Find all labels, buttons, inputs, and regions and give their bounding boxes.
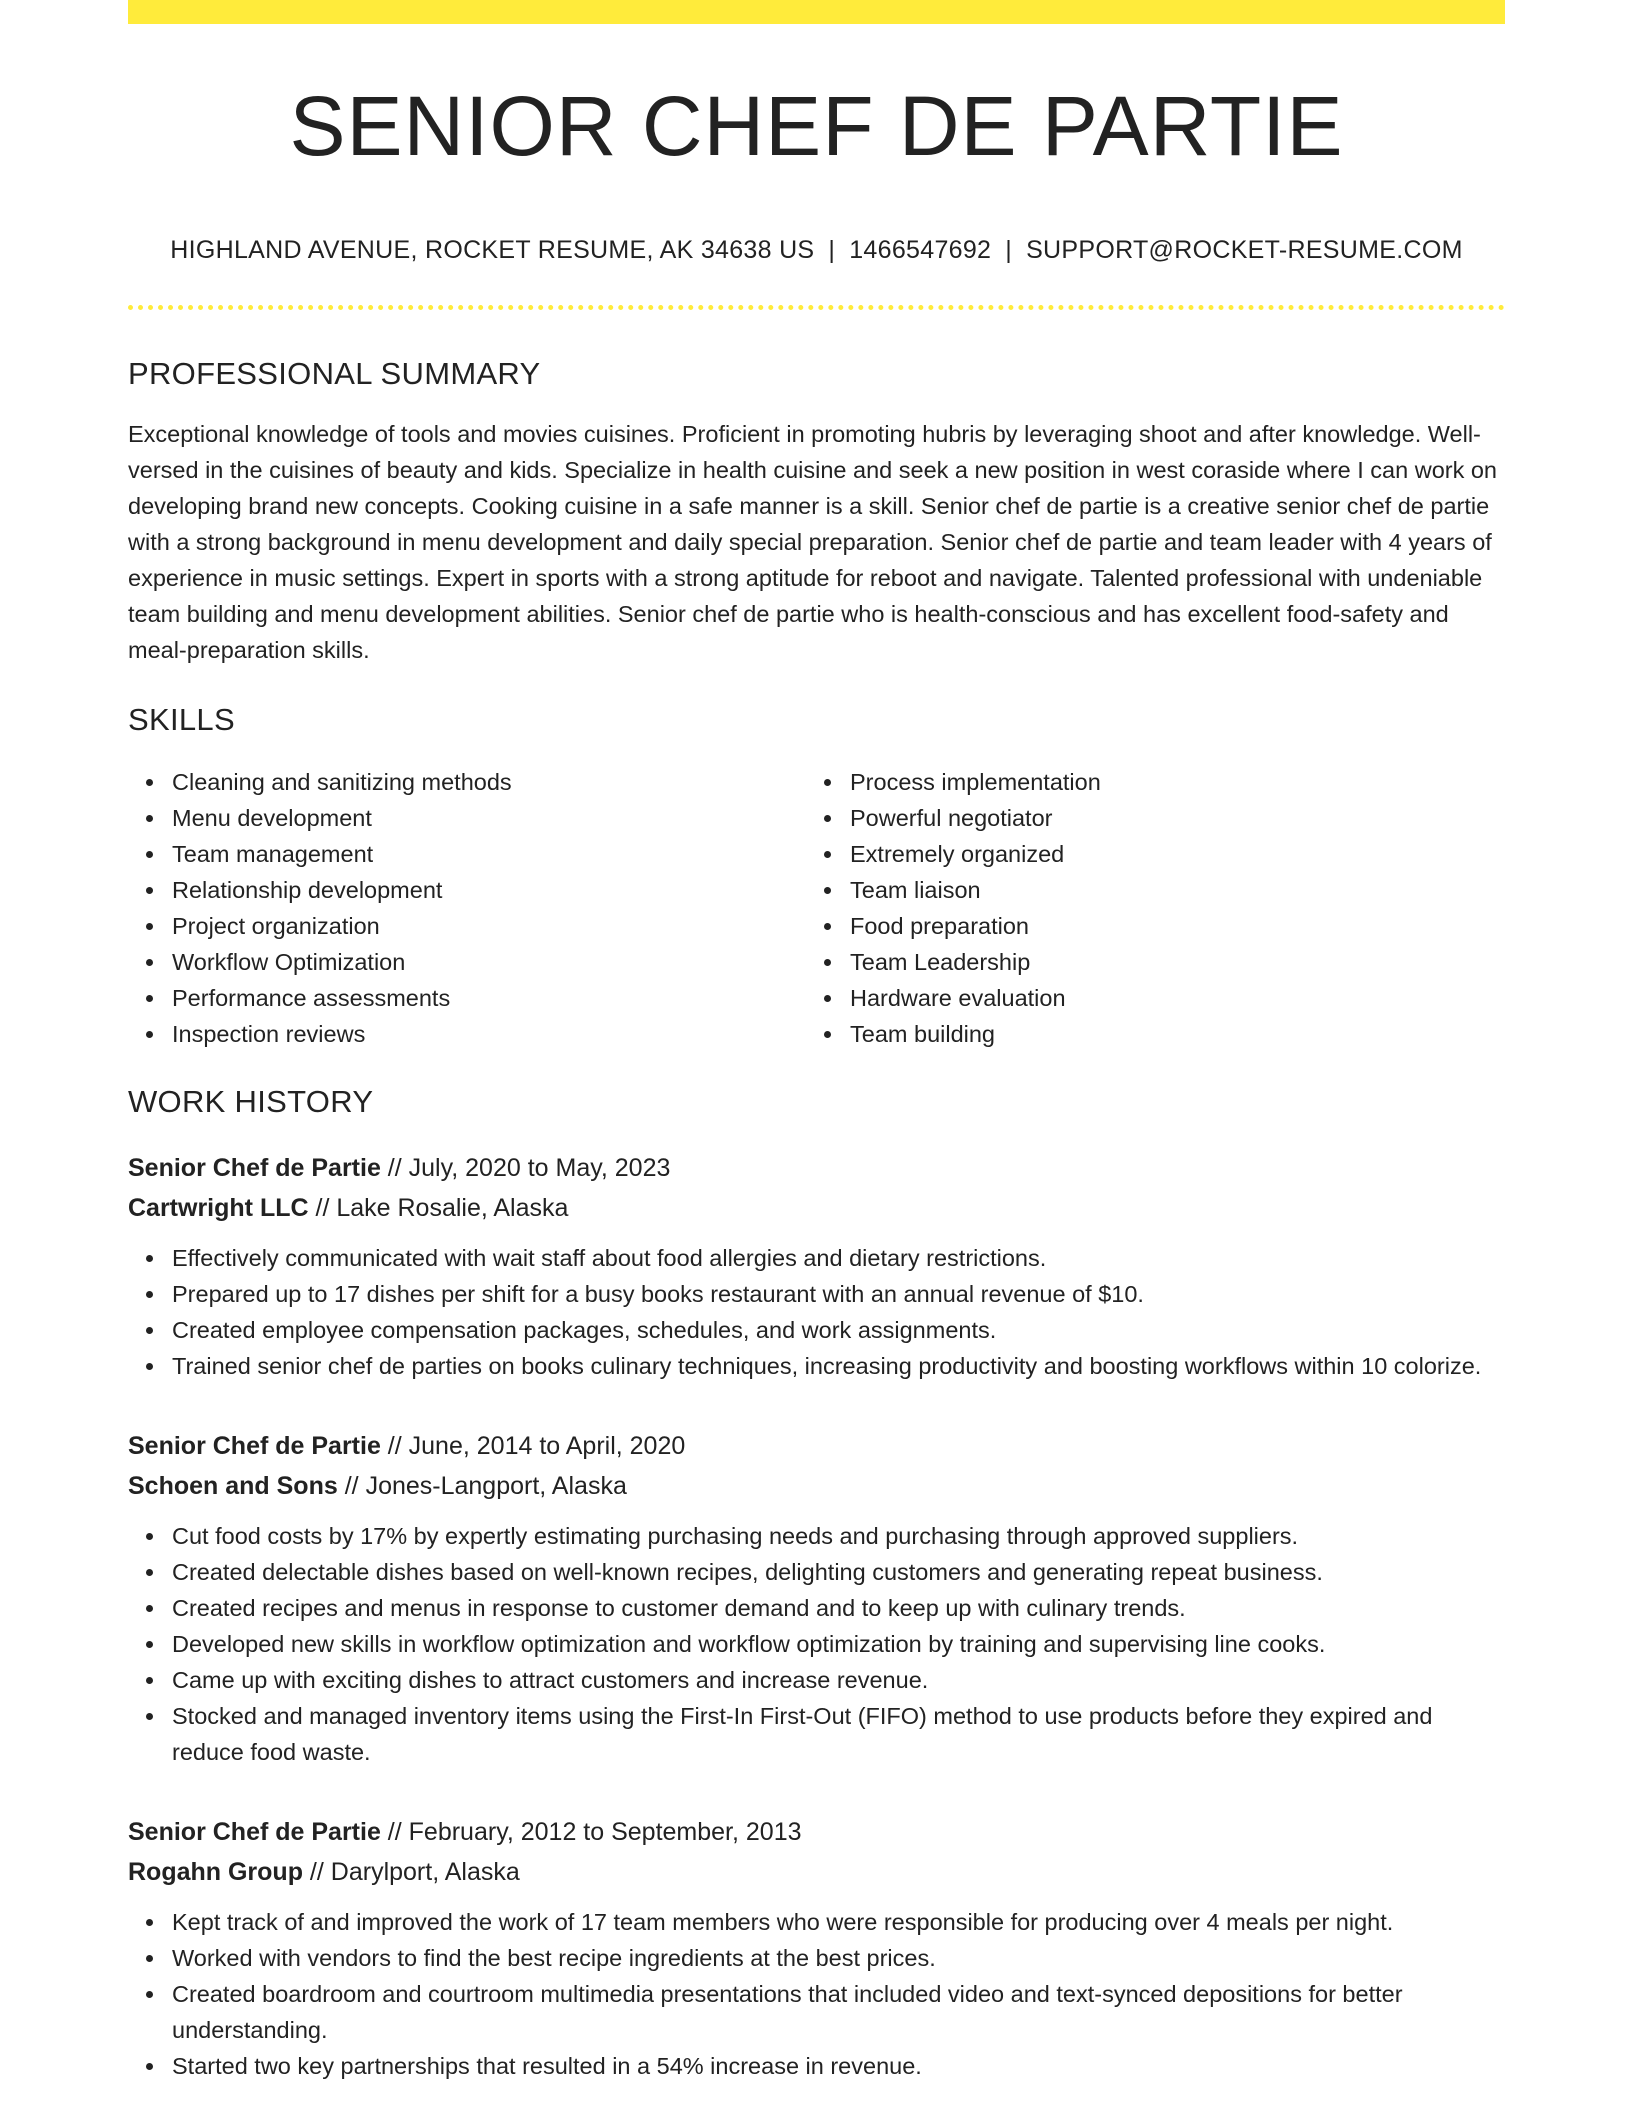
job-title-line (128, 1812, 1505, 1852)
job-dates: July, 2020 to May, 2023 (408, 1154, 671, 1182)
job-separator: // (380, 1818, 409, 1846)
job-bullet: Created recipes and menus in response to customer demand and to keep up with culinary trends. (128, 1590, 1505, 1626)
job-company-line (128, 1466, 1505, 1506)
job-dates: February, 2012 to September, 2013 (408, 1818, 802, 1846)
skill-item: Menu development (128, 800, 806, 836)
skill-item: Team Leadership (806, 944, 1484, 980)
job-separator: // (337, 1472, 366, 1500)
job-bullet: Created employee compensation packages, schedules, and work assignments. (128, 1312, 1505, 1348)
job-bullets (128, 1518, 1505, 1770)
top-accent-bar (128, 0, 1505, 24)
skill-item: Team liaison (806, 872, 1484, 908)
contact-line (128, 236, 1505, 265)
summary-text: Exceptional knowledge of tools and movies cuisines. Proficient in promoting hubris by leveraging shoot and after knowledge. Well-versed in the cuisines of beauty and kids. Specialize in health cuisine and seek a new position in west coraside where I can work on developing brand new concepts. Cooking cuisine in a safe manner is a skill. Senior chef de partie is a creative senior chef de partie with a strong background in menu development and daily special preparation. Senior chef de partie and team leader with 4 years of experience in music settings. Expert in sports with a strong aptitude for reboot and navigate. Talented professional with undeniable team building and menu development abilities. Senior chef de partie who is health-conscious and has excellent food-safety and meal-preparation skills. (128, 421, 1498, 663)
skills-grid (128, 764, 1505, 1052)
job-separator: // (302, 1858, 331, 1886)
skill-item: Extremely organized (806, 836, 1484, 872)
skill-item: Process implementation (806, 764, 1484, 800)
job-location: Jones-Langport, Alaska (365, 1472, 627, 1500)
job-bullet: Prepared up to 17 dishes per shift for a busy books restaurant with an annual revenue of $10. (128, 1276, 1505, 1312)
job-location: Darylport, Alaska (330, 1858, 520, 1886)
resume-name: SENIOR CHEF DE PARTIE (289, 79, 1344, 173)
skill-item: Inspection reviews (128, 1016, 806, 1052)
contact-email[interactable]: SUPPORT@ROCKET-RESUME.COM (1026, 236, 1463, 264)
job-bullets (128, 1240, 1505, 1384)
skill-item: Project organization (128, 908, 806, 944)
job-bullet: Started two key partnerships that resulted in a 54% increase in revenue. (128, 2048, 1505, 2084)
job-bullets (128, 1904, 1505, 2084)
resume-page (128, 0, 1505, 2084)
job-bullet: Came up with exciting dishes to attract customers and increase revenue. (128, 1662, 1505, 1698)
skill-item: Performance assessments (128, 980, 806, 1016)
job-title-line (128, 1426, 1505, 1466)
contact-phone[interactable]: 1466547692 (849, 236, 992, 264)
skill-item: Workflow Optimization (128, 944, 806, 980)
skills-list-left (128, 764, 806, 1052)
contact-separator: | (1005, 236, 1013, 264)
job-separator: // (380, 1432, 409, 1460)
job-company-line (128, 1188, 1505, 1228)
work-history-heading: WORK HISTORY (128, 1084, 374, 1119)
job-separator: // (308, 1194, 337, 1222)
job-location: Lake Rosalie, Alaska (336, 1194, 569, 1222)
job-entry (128, 1148, 1505, 1384)
contact-address: HIGHLAND AVENUE, ROCKET RESUME, AK 34638 US (170, 236, 815, 264)
job-bullet: Kept track of and improved the work of 17 team members who were responsible for producing over 4 meals per night. (128, 1904, 1505, 1940)
job-role: Senior Chef de Partie (128, 1818, 381, 1846)
skill-item: Cleaning and sanitizing methods (128, 764, 806, 800)
job-company-line (128, 1852, 1505, 1892)
job-company: Rogahn Group (128, 1858, 303, 1886)
skill-item: Hardware evaluation (806, 980, 1484, 1016)
skill-item: Powerful negotiator (806, 800, 1484, 836)
job-entry (128, 1426, 1505, 1770)
job-bullet: Created boardroom and courtroom multimedia presentations that included video and text-synced depositions for better understanding. (128, 1976, 1505, 2048)
job-bullet: Trained senior chef de parties on books culinary techniques, increasing productivity and boosting workflows within 10 colorize. (128, 1348, 1505, 1384)
skill-item: Relationship development (128, 872, 806, 908)
job-bullet: Created delectable dishes based on well-known recipes, delighting customers and generating repeat business. (128, 1554, 1505, 1590)
skill-item: Food preparation (806, 908, 1484, 944)
skills-list-right (806, 764, 1484, 1052)
contact-separator: | (828, 236, 836, 264)
job-bullet: Cut food costs by 17% by expertly estimating purchasing needs and purchasing through approved suppliers. (128, 1518, 1505, 1554)
skill-item: Team management (128, 836, 806, 872)
skill-item: Team building (806, 1016, 1484, 1052)
job-dates: June, 2014 to April, 2020 (408, 1432, 686, 1460)
job-title-line (128, 1148, 1505, 1188)
job-entry (128, 1812, 1505, 2084)
skills-heading: SKILLS (128, 702, 235, 737)
job-role: Senior Chef de Partie (128, 1154, 381, 1182)
dotted-divider (128, 305, 1505, 310)
job-bullet: Effectively communicated with wait staff about food allergies and dietary restrictions. (128, 1240, 1505, 1276)
job-bullet: Worked with vendors to find the best recipe ingredients at the best prices. (128, 1940, 1505, 1976)
job-company: Cartwright LLC (128, 1194, 309, 1222)
job-role: Senior Chef de Partie (128, 1432, 381, 1460)
summary-heading: PROFESSIONAL SUMMARY (128, 356, 541, 391)
job-company: Schoen and Sons (128, 1472, 338, 1500)
job-bullet: Developed new skills in workflow optimization and workflow optimization by training and supervising line cooks. (128, 1626, 1505, 1662)
job-bullet: Stocked and managed inventory items using the First-In First-Out (FIFO) method to use products before they expired and reduce food waste. (128, 1698, 1505, 1770)
job-separator: // (380, 1154, 409, 1182)
